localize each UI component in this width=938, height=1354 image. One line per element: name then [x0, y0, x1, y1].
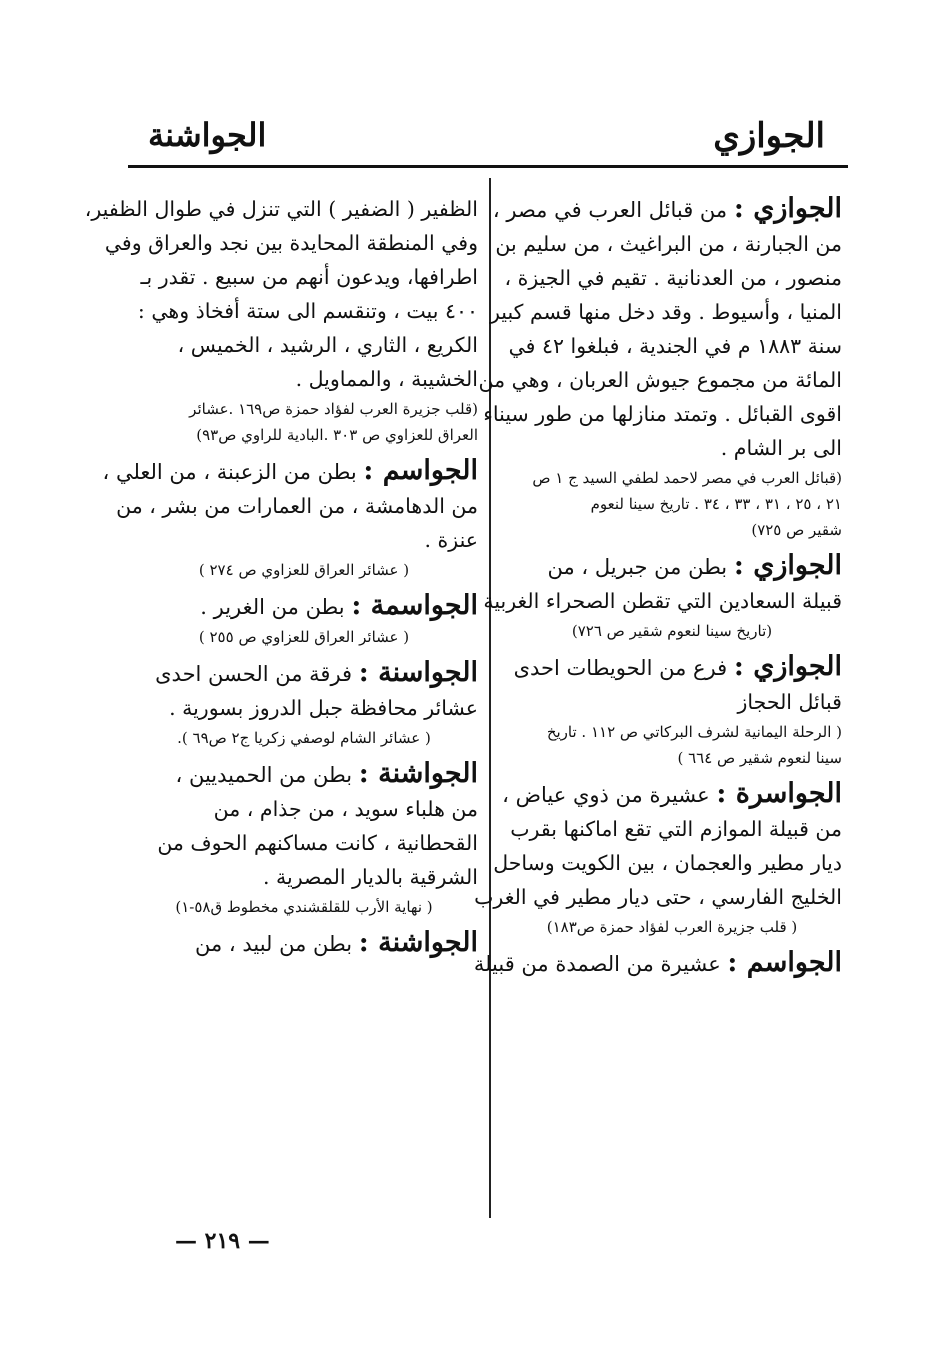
entry-line — [130, 926, 478, 961]
entry-text: الظفير ( الضفير ) التي تنزل في طوال الظفير، — [84, 197, 478, 221]
running-head-right: الجوازي — [713, 116, 825, 156]
entry-line — [502, 650, 842, 685]
source-citation: ( نهاية الأرب للقلقشندي مخطوط ق٥٨-١) — [175, 898, 433, 916]
entry-text: فرع من الحويطات احدى — [513, 656, 728, 680]
entry-term: الجواسم : — [363, 455, 478, 486]
dictionary-entry — [130, 757, 478, 920]
entry-term: الجوازي : — [733, 550, 842, 581]
entry-term: الجواشنة : — [358, 758, 478, 789]
entry-line — [502, 549, 842, 584]
entry-text: عنزة . — [424, 528, 478, 552]
entry-line — [130, 523, 478, 557]
running-head-left: الجواشنة — [148, 116, 267, 154]
source-citation: العراق للعزاوي ص ٣٠٣ .البادية للراوي ص٩٣) — [196, 426, 478, 444]
entry-line — [130, 792, 478, 826]
entry-term: الجواسرة : — [716, 778, 842, 809]
entry-text: المنيا ، وأسيوط . وقد دخل منها قسم كبير — [489, 300, 842, 324]
entry-term: الجواسنة : — [358, 657, 478, 688]
entry-line — [84, 192, 478, 226]
entry-text: منصور ، من العدنانية . تقيم في الجيزة ، — [504, 266, 842, 290]
header-rule — [128, 165, 848, 168]
entry-text: بطن من الحميديين ، — [175, 763, 353, 787]
dictionary-entry — [102, 454, 478, 583]
entry-text: بطن من جبريل ، من — [547, 555, 728, 579]
source-citation: ٢١ ، ٢٥ ، ٣١ ، ٣٣ ، ٣٤ . تاريخ سينا لنعوم — [590, 495, 842, 513]
dictionary-entry — [483, 549, 842, 644]
source-citation: ( عشائر العراق للعزاوي ص ٢٥٥ ) — [198, 628, 410, 646]
entry-line — [489, 295, 842, 329]
entry-line — [102, 454, 478, 489]
right-column — [473, 192, 842, 987]
entry-line — [130, 260, 478, 294]
entry-line — [130, 860, 478, 894]
entry-text: ٤٠٠ بيت ، وتنقسم الى ستة أفخاذ وهي : — [137, 299, 478, 323]
entry-line — [473, 946, 842, 981]
entry-text: المائة من مجموع جيوش العربان ، وهي من — [478, 368, 842, 392]
entry-line — [116, 489, 478, 523]
entry-text: عشيرة من ذوي عياض ، — [502, 783, 710, 807]
entry-text: الخشيبة ، والمماويل . — [295, 367, 478, 391]
entry-text: الخليج الفارسي ، حتى ديار مطير في الغرب — [474, 885, 842, 909]
source-citation: ( قلب جزيرة العرب لفؤاد حمزة ص١٨٣) — [546, 918, 798, 936]
entry-term: الجواسمة : — [351, 590, 478, 621]
dictionary-entry — [130, 589, 478, 650]
dictionary-entry — [474, 777, 842, 940]
page-number: — ٢١٩ — — [175, 1228, 270, 1254]
entry-line — [502, 685, 842, 719]
entry-term: الجوازي : — [733, 193, 842, 224]
entry-line — [492, 192, 842, 227]
entry-line — [130, 328, 478, 362]
entry-text: قبيلة السعادين التي تقطن الصحراء الغربية — [483, 589, 842, 613]
source-citation: (قلب جزيرة العرب لفؤاد حمزة ص١٦٩ .عشائر — [189, 400, 478, 418]
entry-text: قبائل الحجاز — [737, 690, 842, 714]
entry-line — [130, 691, 478, 725]
entry-text: الشرقية بالديار المصرية . — [263, 865, 478, 889]
entry-line — [502, 261, 842, 295]
source-citation: ( عشائر الشام لوصفي زكريا ج٢ ص٦٩ ). — [177, 729, 431, 747]
entry-line — [483, 584, 842, 618]
entry-line — [493, 846, 842, 880]
entry-line — [502, 777, 842, 812]
dictionary-entry — [84, 192, 478, 448]
entry-line — [130, 294, 478, 328]
entry-text: ديار مطير والعجمان ، بين الكويت وساحل — [493, 851, 842, 875]
entry-text: الكريع ، الثاري ، الرشيد ، الخميس ، — [177, 333, 478, 357]
entry-text: من هلباء سويد ، من جذام ، من — [213, 797, 478, 821]
entry-line — [502, 329, 842, 363]
entry-text: بطن من الزعبنة ، من العلي ، — [102, 460, 357, 484]
entry-text: بطن من لبيد ، من — [194, 932, 353, 956]
entry-text: سنة ١٨٨٣ م في الجندية ، فبلغوا ٤٢ في — [508, 334, 842, 358]
source-citation: (قبائل العرب في مصر لاحمد لطفي السيد ج ١ ص — [532, 469, 842, 487]
source-citation: ( الرحلة اليمانية لشرف البركاتي ص ١١٢ . تاريخ — [546, 723, 842, 741]
entry-text: اطرافها، ويدعون أنهم من سبيع . تقدر بـ — [140, 265, 478, 289]
entry-text: بطن من الغرير . — [200, 595, 345, 619]
entry-text: فرقة من الحسن احدى — [155, 662, 353, 686]
entry-text: الى بر الشام . — [720, 436, 842, 460]
entry-text: من قبيلة الموازم التي تقع اماكنها بقرب — [510, 817, 842, 841]
entry-text: اقوى القبائل . وتمتد منازلها من طور سيناء — [483, 402, 842, 426]
entry-line — [130, 362, 478, 396]
entry-line — [483, 397, 842, 431]
entry-line — [502, 812, 842, 846]
dictionary-entry — [473, 946, 842, 981]
entry-term: الجواسم : — [727, 947, 842, 978]
entry-line — [474, 880, 842, 914]
source-citation: سينا لنعوم شقير ص ٦٦٤ ) — [677, 749, 842, 767]
entry-text: القحطانية ، كانت مساكنهم الحوف من — [157, 831, 478, 855]
entry-line — [130, 589, 478, 624]
entry-text: وفي المنطقة المحايدة بين نجد والعراق وفي — [104, 231, 478, 255]
entry-line — [104, 226, 478, 260]
entry-line — [130, 757, 478, 792]
entry-text: عشيرة من الصمدة من قبيلة — [473, 952, 721, 976]
source-citation: (تاريخ سينا لنعوم شقير ص ٧٢٦) — [571, 622, 773, 640]
entry-line — [495, 227, 842, 261]
entry-term: الجوازي : — [733, 651, 842, 682]
entry-line — [502, 431, 842, 465]
source-citation: ( عشائر العراق للعزاوي ص ٢٧٤ ) — [198, 561, 410, 579]
entry-text: عشائر محافظة جبل الدروز بسورية . — [169, 696, 478, 720]
column-divider — [489, 178, 491, 1218]
left-column — [84, 192, 478, 967]
entry-line — [130, 656, 478, 691]
dictionary-entry — [478, 192, 842, 543]
page-header — [130, 108, 845, 168]
dictionary-entry — [502, 650, 842, 771]
entry-term: الجواشنة : — [358, 927, 478, 958]
entry-line — [130, 826, 478, 860]
dictionary-entry — [130, 656, 478, 751]
entry-text: من الدهامشة ، من العمارات من بشر ، من — [116, 494, 478, 518]
entry-text: من الجبارنة ، من البراغيث ، من سليم بن — [495, 232, 842, 256]
dictionary-entry — [130, 926, 478, 961]
entry-text: من قبائل العرب في مصر ، — [492, 198, 728, 222]
entry-line — [478, 363, 842, 397]
source-citation: شقير ص ٧٢٥) — [751, 521, 842, 539]
